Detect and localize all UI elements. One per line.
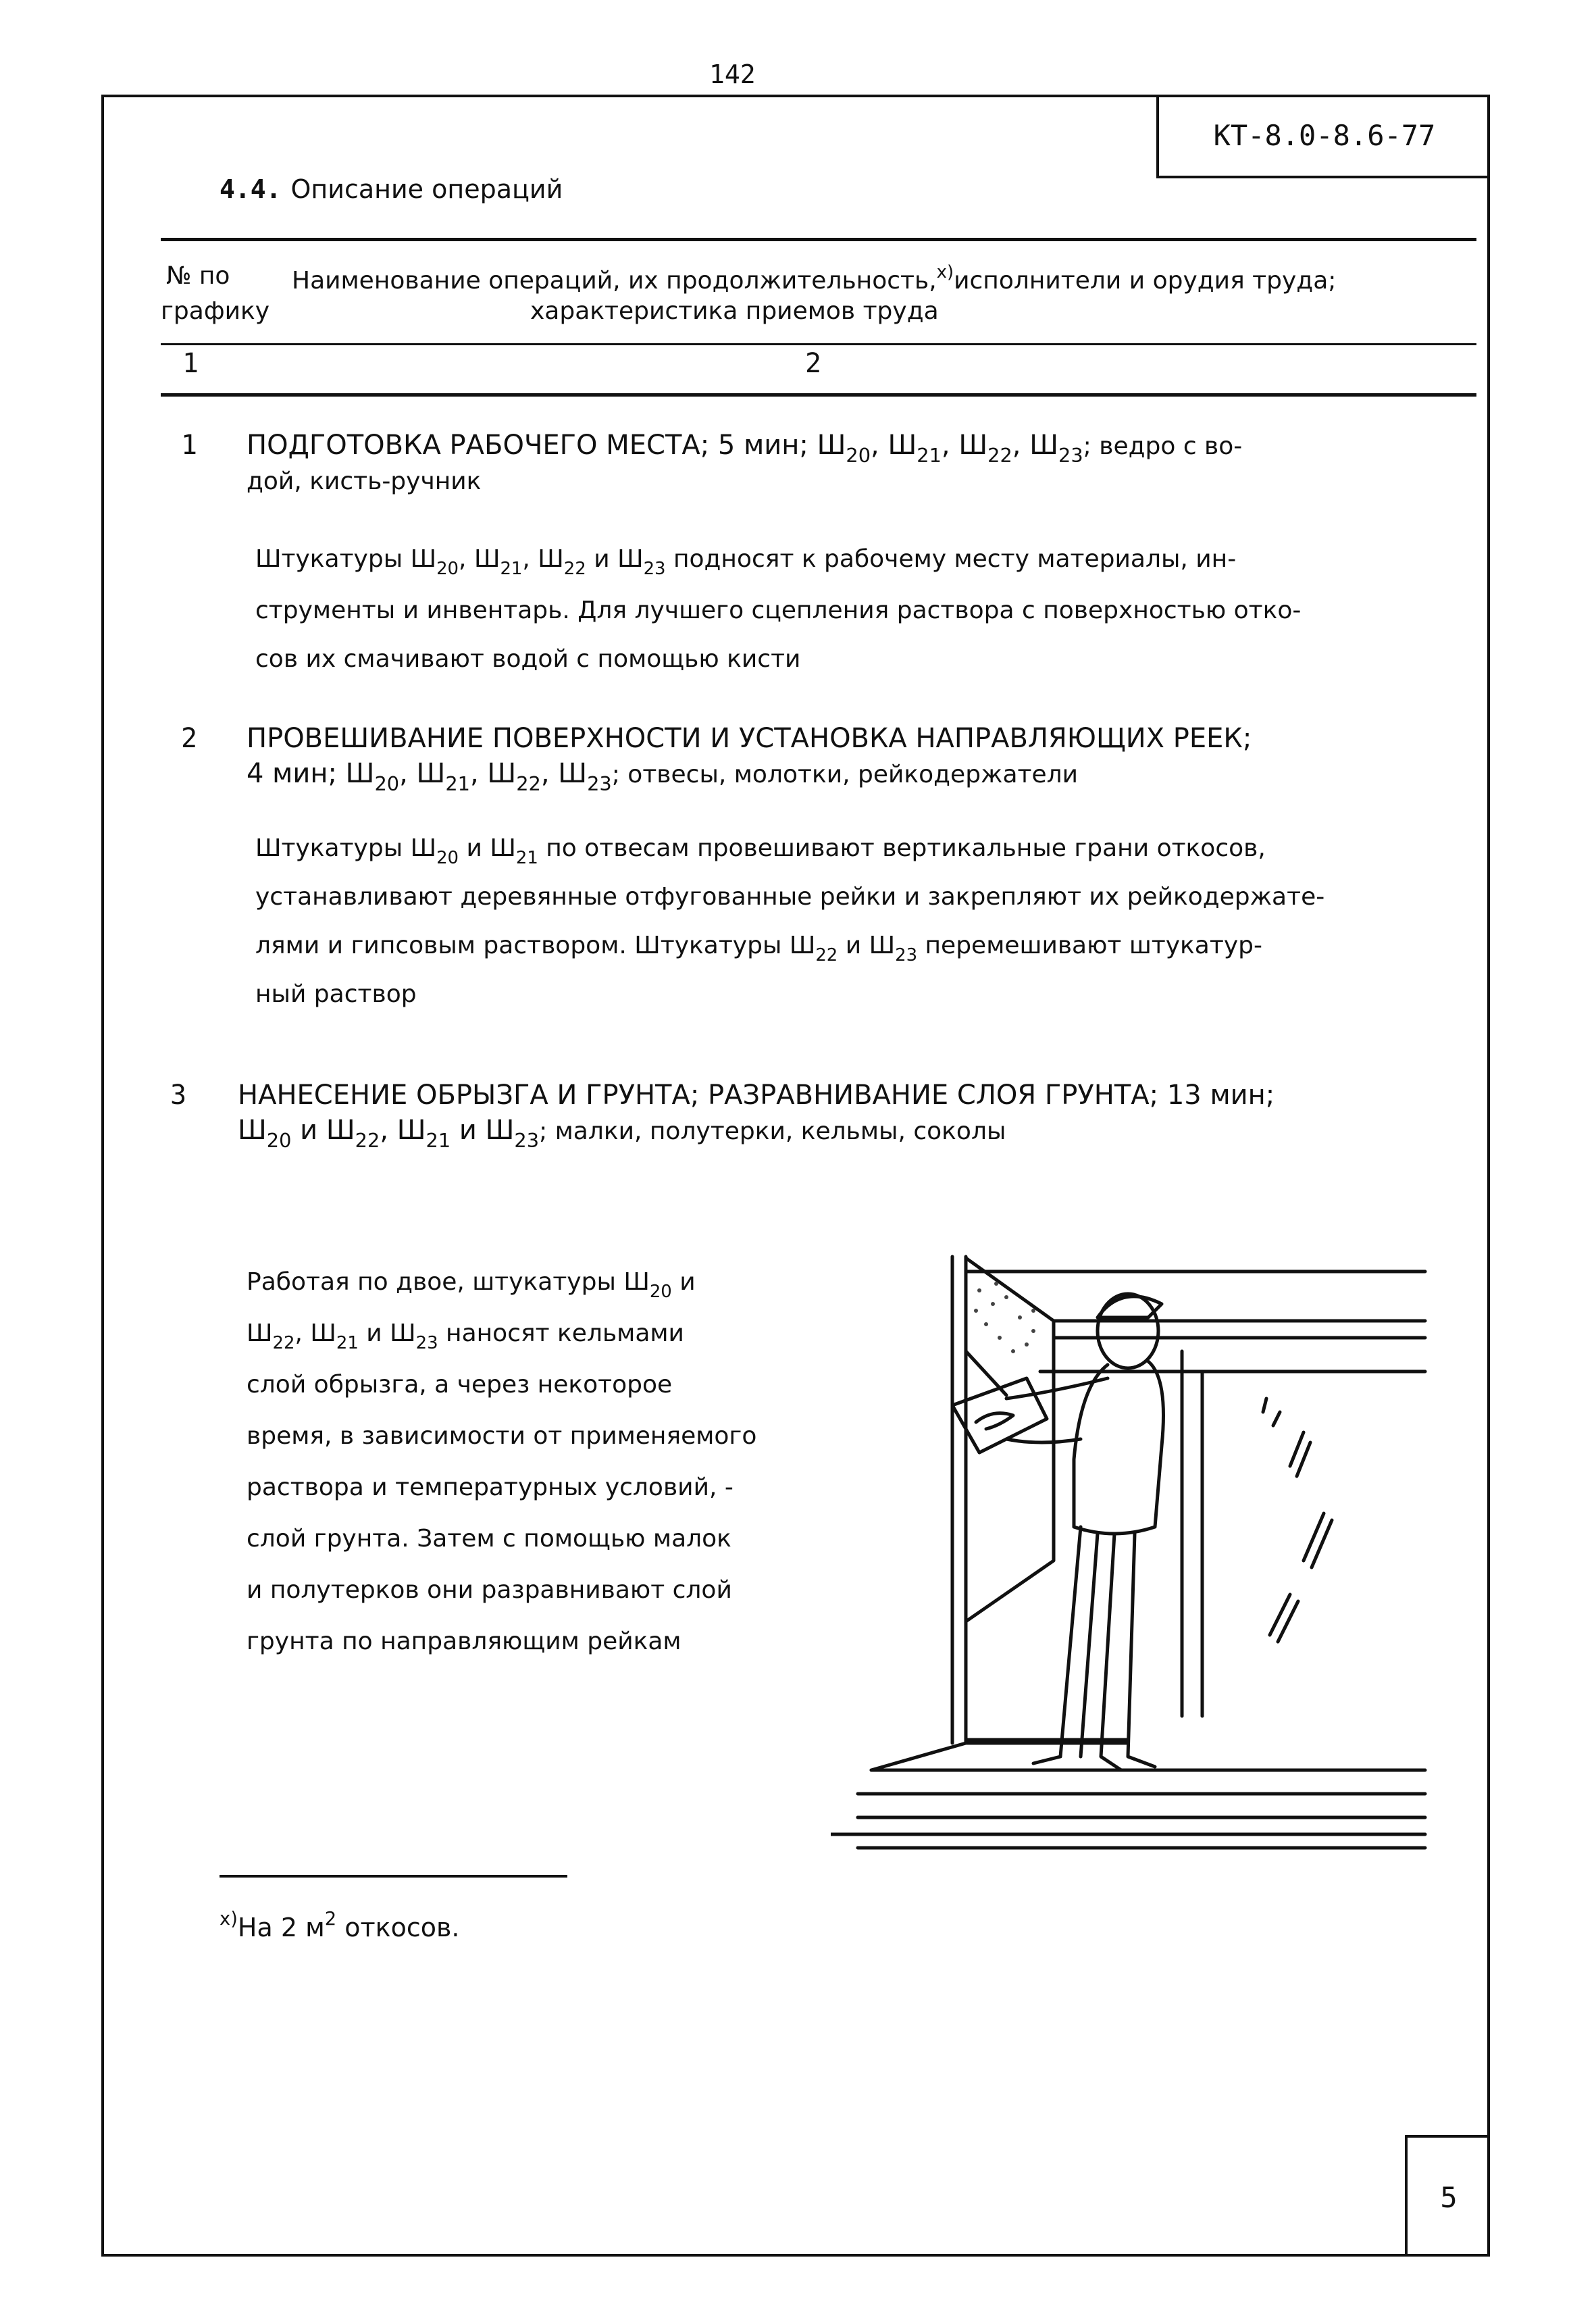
footnote-text: На 2 м (237, 1912, 325, 1942)
footnote-mark: х) (220, 1909, 238, 1930)
sub: 20 (436, 558, 459, 579)
page-number: 142 (709, 59, 756, 89)
text: перемешивают штукатур- (917, 932, 1262, 959)
sep: , (941, 430, 959, 461)
sub: 21 (500, 558, 523, 579)
sep: , (399, 758, 417, 789)
and: и (586, 545, 618, 573)
op1-number: 1 (181, 430, 198, 461)
sub: 21 (426, 1129, 451, 1153)
header-col1-line2: графику (161, 297, 270, 325)
sh: Ш (490, 834, 516, 862)
text: по отвесам провешивают вертикальные грани откосов, (538, 834, 1266, 862)
sep: , (522, 545, 538, 573)
text: ; малки, полутерки, кельмы, соколы (539, 1117, 1006, 1145)
header-col-num-1: 1 (182, 348, 199, 379)
text: наносят кельмами (438, 1319, 684, 1347)
op1-title-text: ПОДГОТОВКА РАБОЧЕГО МЕСТА; 5 мин; Ш (247, 430, 846, 461)
sh: Ш (326, 1115, 355, 1146)
sub: 22 (516, 772, 541, 796)
footnote (220, 1909, 459, 1942)
sub: 22 (563, 558, 586, 579)
op3-fig-line4: время, в зависимости от применяемого (247, 1422, 757, 1450)
sep: , (380, 1115, 397, 1146)
text: ; отвесы, молотки, рейкодержатели (611, 761, 1079, 788)
header-col2-text-b: исполнители и орудия труда; (954, 267, 1337, 295)
op1-text-line2: струменты и инвентарь. Для лучшего сцепления раствора с поверхностью отко- (255, 597, 1302, 624)
sh: Ш (396, 1115, 426, 1146)
sh: Ш (487, 758, 517, 789)
header-col1-line1: № по (166, 262, 230, 290)
plasterer-illustration (831, 1243, 1439, 1851)
text: 4 мин; Ш (247, 758, 375, 789)
sub: 20 (266, 1129, 292, 1153)
op2-text-line2: устанавливают деревянные отфугованные рейки и закрепляют их рейкодержате- (255, 883, 1325, 911)
sub: 23 (895, 945, 918, 965)
document-code: КТ-8.0-8.6-77 (1156, 95, 1490, 178)
footnote-exponent: 2 (324, 1909, 337, 1930)
sub: 23 (514, 1129, 540, 1153)
op3-title-line2 (238, 1115, 1006, 1152)
footnote-mark: х) (936, 262, 954, 282)
sub: 22 (987, 444, 1012, 468)
sh: Ш (869, 932, 896, 959)
sheet-number-box: 5 (1405, 2135, 1490, 2257)
text: лями и гипсовым раствором. Штукатуры Ш (255, 932, 816, 959)
op3-fig-line3: слой обрызга, а через некоторое (247, 1371, 673, 1399)
sub: 21 (336, 1332, 359, 1353)
sub: 22 (272, 1332, 295, 1353)
sub: 20 (649, 1281, 672, 1302)
sh: Ш (617, 545, 644, 573)
op3-title-line1: НАНЕСЕНИЕ ОБРЫЗГА И ГРУНТА; РАЗРАВНИВАНИЕ СЛОЯ ГРУНТА; 13 мин; (238, 1080, 1275, 1111)
sh: Ш (958, 430, 988, 461)
and: и (459, 834, 490, 862)
and: и (451, 1115, 486, 1146)
op2-title-line2 (247, 758, 1078, 795)
header-col2-line1 (292, 262, 1336, 295)
footnote-text-tail: откосов. (336, 1912, 460, 1942)
sh: Ш (538, 545, 564, 573)
op3-fig-line5: раствора и температурных условий, - (247, 1474, 733, 1501)
op1-title-line2: дой, кисть-ручник (247, 468, 482, 495)
op3-fig-line7: и полутерков они разравнивают слой (247, 1576, 732, 1604)
sh: Ш (1029, 430, 1059, 461)
sh: Ш (247, 1319, 273, 1347)
section-title (220, 174, 563, 204)
sub: 21 (515, 847, 538, 868)
header-rule-mid (161, 343, 1476, 345)
sep: , (871, 430, 888, 461)
sub: 23 (1058, 444, 1083, 468)
header-col2-text-a: Наименование операций, их продолжительность, (292, 267, 937, 295)
sub: 21 (445, 772, 470, 796)
sub: 20 (846, 444, 871, 468)
sh: Ш (390, 1319, 416, 1347)
op1-title-line1 (247, 430, 1242, 467)
op1-text-line3: сов их смачивают водой с помощью кисти (255, 645, 801, 673)
op2-text-line4: ный раствор (255, 980, 417, 1008)
sh: Ш (558, 758, 588, 789)
header-rule-bottom (161, 393, 1476, 397)
sh: Ш (485, 1115, 515, 1146)
and: и (838, 932, 869, 959)
op3-number: 3 (170, 1080, 187, 1111)
sep: , (540, 758, 559, 789)
op3-fig-line6: слой грунта. Затем с помощью малок (247, 1525, 731, 1553)
sh: Ш (238, 1115, 267, 1146)
sub: 23 (643, 558, 666, 579)
sh: Ш (416, 758, 446, 789)
header-col-num-2: 2 (805, 348, 822, 379)
sub: 23 (415, 1332, 438, 1353)
sub: 22 (815, 945, 838, 965)
text: подносят к рабочему месту материалы, ин- (665, 545, 1237, 573)
sep: , (294, 1319, 311, 1347)
sub: 20 (374, 772, 400, 796)
sep: , (1012, 430, 1030, 461)
sh: Ш (310, 1319, 336, 1347)
sh: Ш (473, 545, 500, 573)
sh: Ш (887, 430, 917, 461)
and: и (358, 1319, 390, 1347)
sep: , (459, 545, 474, 573)
section-title-text: Описание операций (290, 174, 563, 204)
sep: , (469, 758, 488, 789)
text: Работая по двое, штукатуры Ш (247, 1268, 650, 1296)
op3-fig-line8: грунта по направляющим рейкам (247, 1628, 681, 1655)
and: и (291, 1115, 326, 1146)
sub: 23 (587, 772, 612, 796)
text: Штукатуры Ш (255, 834, 437, 862)
op2-title-line1: ПРОВЕШИВАНИЕ ПОВЕРХНОСТИ И УСТАНОВКА НАПРАВЛЯЮЩИХ РЕЕК; (247, 723, 1252, 754)
sub: 20 (436, 847, 459, 868)
sub: 22 (355, 1129, 380, 1153)
text: Штукатуры Ш (255, 545, 437, 573)
header-col2-line2: характеристика приемов труда (530, 297, 939, 325)
header-rule-top (161, 238, 1476, 241)
section-number: 4.4. (220, 174, 282, 204)
and: и (671, 1268, 696, 1296)
footnote-rule (220, 1875, 567, 1878)
op2-number: 2 (181, 723, 198, 754)
op1-title-tail: ; ведро с во- (1083, 432, 1243, 460)
sub: 21 (917, 444, 942, 468)
